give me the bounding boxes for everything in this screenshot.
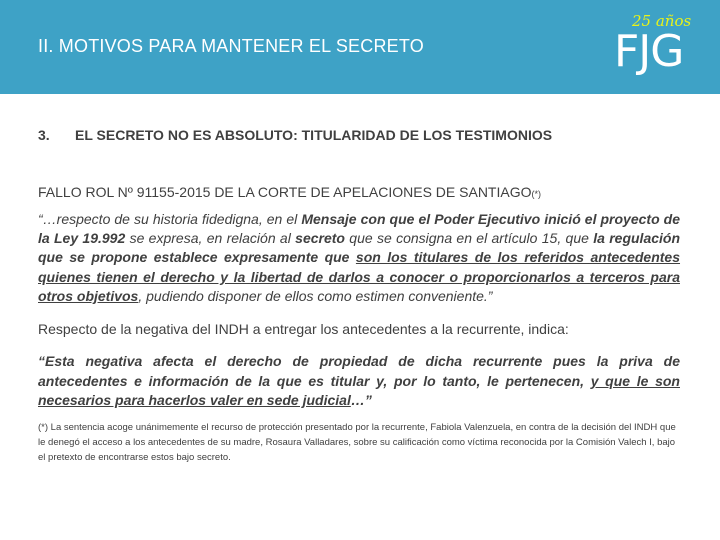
ruling-title: FALLO ROL Nº 91155-2015 DE LA CORTE DE APELACIONES DE SANTIAGO bbox=[38, 184, 532, 200]
ruling-heading bbox=[38, 184, 541, 200]
quote-underlined-text: y que le son necesarios para hacerlos valer en sede judicial bbox=[38, 372, 680, 408]
footnote-ref: (*) bbox=[531, 189, 541, 199]
logo-letters: FJG bbox=[614, 26, 684, 77]
context-paragraph: Respecto de la negativa del INDH a entregar los antecedentes a la recurrente, indica: bbox=[38, 321, 569, 337]
section-title: EL SECRETO NO ES ABSOLUTO: TITULARIDAD DE LOS TESTIMONIOS bbox=[75, 127, 553, 143]
quote-text: se expresa, en relación al bbox=[125, 230, 296, 247]
quote-bold-text: “Esta negativa afecta el derecho de propiedad de dicha recurrente pues la priva de antecedentes e información de la que es titular y, por lo tanto, le pertenecen, bbox=[38, 353, 680, 389]
quote-bold-text: Mensaje con que el Poder Ejecutivo inició el proyecto de la Ley 19.992 bbox=[38, 211, 681, 247]
quote-bold-text: secreto bbox=[295, 230, 345, 247]
fjg-logo bbox=[614, 12, 694, 78]
header-banner bbox=[0, 0, 720, 94]
logo-anniversary-text: 25 años bbox=[632, 12, 692, 30]
ruling-quote bbox=[38, 210, 680, 306]
quote-bold-text: la regulación que se propone establece expresamente que bbox=[38, 230, 681, 266]
quote-text: , pudiendo disponer de ellos como estimen conveniente.” bbox=[138, 287, 493, 304]
quote-text: “…respecto de su historia fidedigna, en el bbox=[38, 211, 302, 227]
footnote: (*) La sentencia acoge unánimemente el recurso de protección presentado por la recurrente, Fabiola Valenzuela, en contra de la decisión del INDH que le denegó el acceso a los antecedentes de su madre, Rosaura Valladares, sobre su calificación como víctima reconocida por la Comisión Valech I, bajo el pretexto de encontrarse estos bajo secreto. bbox=[38, 422, 676, 463]
quote-underlined-text: son los titulares de los referidos antecedentes quienes tienen el derecho y la libertad de darlos a conocer o proporcionarlos a terceros para otros objetivos bbox=[38, 249, 681, 304]
section-number: 3. bbox=[38, 127, 50, 143]
second-quote bbox=[38, 352, 680, 411]
section-heading bbox=[38, 127, 552, 143]
quote-text: que se consigna en el artículo 15, que bbox=[344, 230, 594, 247]
page-title: II. MOTIVOS PARA MANTENER EL SECRETO bbox=[38, 36, 424, 56]
quote-bold-text: …” bbox=[350, 392, 372, 408]
